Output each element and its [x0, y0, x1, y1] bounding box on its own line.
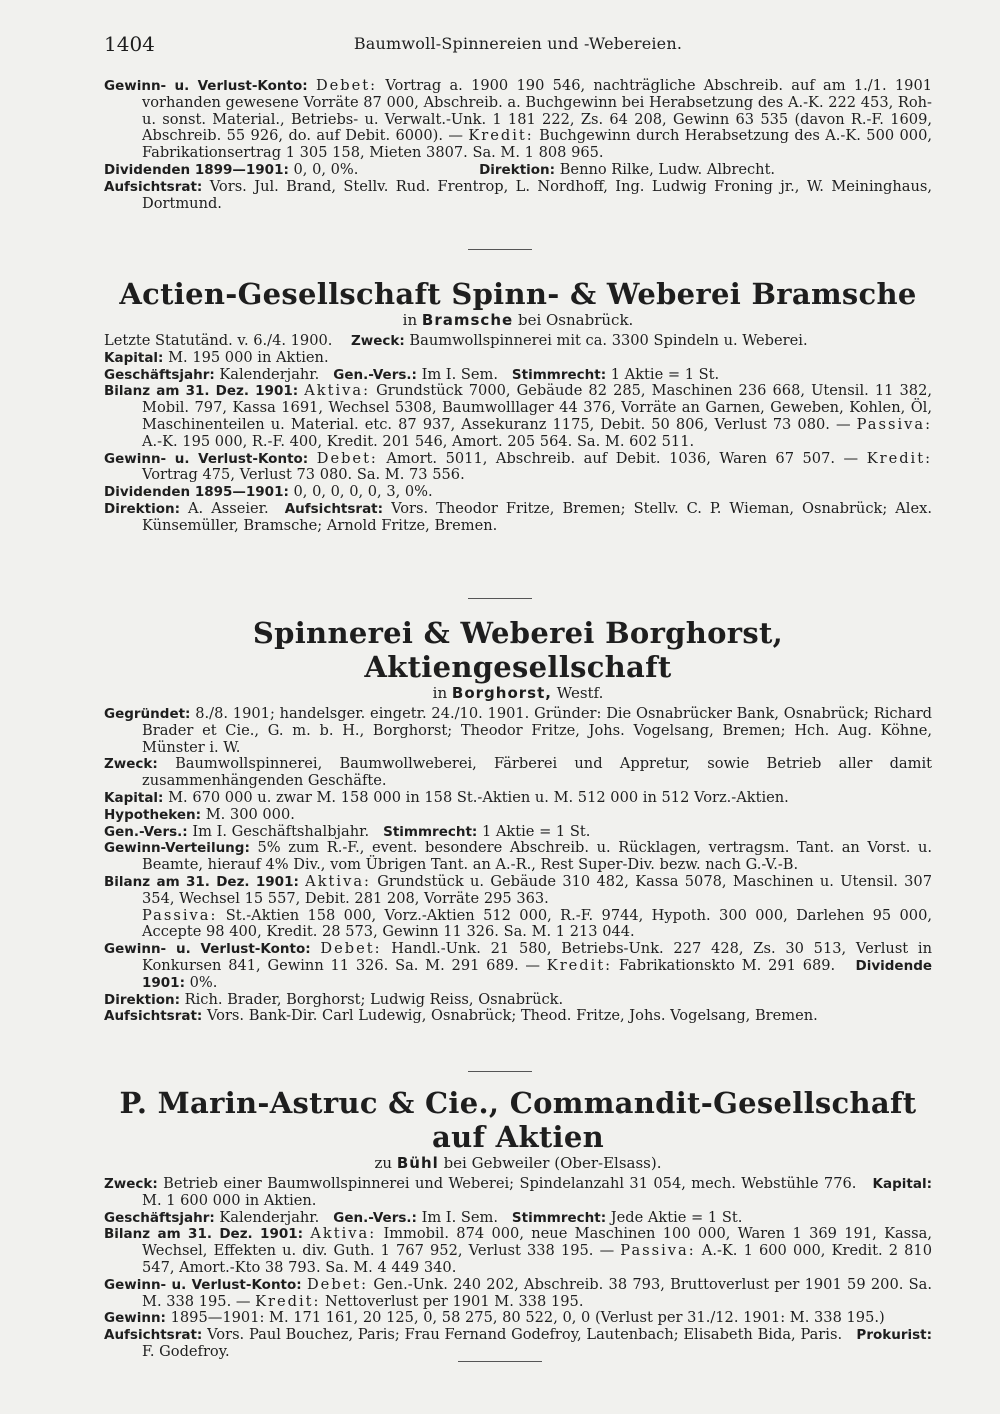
label-aktiva: Aktiva:: [310, 1225, 377, 1243]
label: Bilanz am 31. Dez. 1901:: [104, 1226, 304, 1243]
text: Buchgewinn durch Herabsetzung des A.-K. 500 000, Fabrikationsertrag 1 305 158, Mieten 3807. Sa. M. 1 808 965.: [142, 127, 933, 162]
label: Hypotheken:: [104, 806, 202, 823]
label: Gegründet:: [104, 706, 191, 722]
label-passiva: Passiva:: [620, 1242, 696, 1260]
label: Gewinn- u. Verlust-Konto:: [104, 941, 311, 958]
company-location: [104, 1154, 932, 1172]
place-name: Bühl: [396, 1154, 439, 1172]
company-title: Spinnerei & Weberei Borghorst, Aktiengesellschaft: [252, 616, 784, 684]
label-debet: Debet:: [315, 77, 378, 94]
guv-paragraph: [104, 941, 932, 991]
gewinnverteilung-paragraph: [104, 840, 932, 874]
label: Geschäftsjahr:: [104, 366, 215, 383]
text: Nettoverlust per 1901 M. 338 195.: [325, 1292, 584, 1310]
text: Immobil. 874 000, neue Maschinen 100 000, Waren 1 369 191, Kassa, Wechsel, Effekten u. div. Guth. 1 767 952, Verlust 338 195. —: [142, 1225, 932, 1260]
text: Jede Aktie = 1 St.: [610, 1208, 743, 1226]
text: 0%.: [189, 973, 218, 991]
text: A.-K. 1 600 000, Kredit. 2 810 547, Amort.-Kto 38 793. Sa. M. 4 449 340.: [142, 1242, 932, 1276]
label-passiva: Passiva:: [856, 415, 933, 433]
entry-marin-astruc: [104, 1086, 932, 1361]
page-number: 1404: [104, 32, 155, 56]
text: Vors. Theodor Fritze, Bremen; Stellv. C. P. Wieman, Osnabrück; Alex. Künsemüller, Bramsche; Arnold Fritze, Bremen.: [142, 499, 932, 534]
label: Gen.-Vers.:: [333, 366, 417, 383]
label: Gewinn- u. Verlust-Konto:: [104, 78, 308, 94]
text: 0, 0, 0%.: [293, 160, 359, 178]
text: Betrieb einer Baumwollspinnerei und Weberei; Spindelanzahl 31 054, mech. Webstühle 776.: [163, 1175, 857, 1192]
zweck-paragraph: [104, 756, 932, 790]
dividend-direktion-paragraph: [104, 162, 932, 179]
aufsichtsrat-paragraph: [104, 1327, 932, 1361]
text: bei Gebweiler (Ober-Elsass).: [443, 1154, 662, 1172]
label: Zweck:: [104, 756, 158, 773]
text: in: [402, 311, 418, 329]
label: Kapital:: [104, 789, 164, 806]
text: Baumwollspinnerei mit ca. 3300 Spindeln u. Weberei.: [409, 332, 808, 349]
genvers-paragraph: [104, 824, 932, 841]
label: Kapital:: [872, 1176, 932, 1192]
text: A.-K. 195 000, R.-F. 400, Kredit. 201 546, Amort. 205 564. Sa. M. 602 511.: [142, 432, 695, 450]
text: 8./8. 1901; handelsger. eingetr. 24./10. 1901. Gründer: Die Osnabrücker Bank, Osnabrück; Richard Brader et Cie., G. m. b. H., Borghorst; Theodor Fritze, Johs. Vogelsang, Bremen; Hch. Aug. Köhne, Münster i. W.: [142, 705, 933, 756]
geschaeftsjahr-paragraph: [104, 1210, 932, 1227]
label: Direktion:: [479, 161, 556, 178]
text: 5% zum R.-F., event. besondere Abschreib. u. Rücklagen, vertragsm. Tant. an Vorst. u. Beamte, hierauf 4% Div., vom Übrigen Tant. an A.-R., Rest Super-Div. bezw. nach G.-V.-B.: [142, 839, 932, 874]
label: Direktion:: [104, 500, 180, 517]
text: Grundstück u. Gebäude 310 482, Kassa 5078, Maschinen u. Utensil. 307 354, Wechsel 15 557, Debit. 281 208, Vorräte 295 363.: [142, 872, 933, 907]
text: 1 Aktie = 1 St.: [481, 822, 591, 840]
text: Vors. Jul. Brand, Stellv. Rud. Frentrop, L. Nordhoff, Ing. Ludwig Froning jr., W. Meininghaus, Dortmund.: [142, 177, 932, 212]
label-passiva: Passiva:: [142, 906, 218, 924]
text: Vors. Paul Bouchez, Paris; Frau Fernand Godefroy, Lautenbach; Elisabeth Bida, Paris.: [207, 1326, 843, 1344]
separator-rule: [468, 249, 532, 250]
separator-rule: [458, 1361, 542, 1362]
text: Baumwollspinnerei, Baumwollweberei, Färberei und Appretur, sowie Betrieb aller damit zusammenhängenden Geschäfte.: [142, 755, 933, 790]
text: Amort. 5011, Abschreib. auf Debit. 1036, Waren 67 507. —: [386, 449, 859, 467]
kapital-paragraph: [104, 350, 932, 367]
text: M. 300 000.: [205, 805, 295, 823]
hypotheken-paragraph: [104, 807, 932, 824]
gegruendet-paragraph: [104, 706, 932, 756]
separator-rule: [468, 1071, 532, 1072]
label: Geschäftsjahr:: [104, 1209, 215, 1226]
label: Zweck:: [350, 333, 405, 349]
label: Stimmrecht:: [511, 1209, 607, 1226]
text: M. 670 000 u. zwar M. 158 000 in 158 St.-Aktien u. M. 512 000 in 512 Vorz.-Aktien.: [168, 788, 789, 806]
text: Benno Rilke, Ludw. Albrecht.: [559, 160, 776, 178]
label-kredit: Kredit:: [546, 956, 613, 974]
guv-paragraph: [104, 451, 932, 485]
label: Gewinn- u. Verlust-Konto:: [104, 1276, 302, 1293]
zweck-kapital-paragraph: [104, 1176, 932, 1210]
label: Gewinn:: [104, 1310, 166, 1327]
text: 1895—1901: M. 171 161, 20 125, 0, 58 275, 80 522, 0, 0 (Verlust per 31./12. 1901: M. 338 195.): [170, 1309, 885, 1327]
guv-paragraph: [104, 1277, 932, 1311]
label-debet: Debet:: [320, 940, 382, 958]
text: Kalenderjahr.: [219, 365, 320, 383]
geschaeftsjahr-paragraph: [104, 367, 932, 384]
text: in: [432, 684, 448, 702]
label: Prokurist:: [856, 1327, 933, 1344]
statut-zweck-paragraph: [104, 333, 932, 350]
place-name: Borghorst,: [451, 684, 552, 702]
direktion-paragraph: [104, 992, 932, 1009]
text: M. 195 000 in Aktien.: [168, 348, 329, 366]
label: Bilanz am 31. Dez. 1901:: [104, 383, 299, 400]
text: St.-Aktien 158 000, Vorz.-Aktien 512 000, R.-F. 9744, Hypoth. 300 000, Darlehen 95 000, Accepte 98 400, Kredit. 28 573, Gewinn 11 326. Sa. M. 1 213 044.: [142, 906, 932, 941]
label: Bilanz am 31. Dez. 1901:: [104, 873, 299, 890]
text: Letzte Statutänd. v. 6./4. 1900.: [104, 332, 333, 349]
page-header: [104, 32, 932, 60]
place-name: Bramsche: [421, 311, 514, 329]
text: zu: [374, 1154, 393, 1172]
label: Dividende 1901:: [142, 957, 933, 991]
text: Fabrikationskto M. 291 689.: [618, 956, 836, 974]
label: Stimmrecht:: [383, 823, 478, 840]
text: Kalenderjahr.: [219, 1208, 320, 1226]
label: Gewinn-Verteilung:: [104, 840, 250, 857]
text: Vortrag a. 1900 190 546, nachträgliche Abschreib. auf am 1./1. 1901 vorhanden gewesene Vorräte 87 000, Abschreib. a. Buchgewinn bei Herabsetzung des A.-K. 222 453, Roh- u. sonst. Material., Betriebs- u. Verwalt.-Unk. 1 181 222, Zs. 64 208, Gewinn 63 535 (davon R.-F. 1609, Abschreib. 55 926, do. auf Debit. 6000). —: [142, 77, 933, 145]
label: Kapital:: [104, 349, 164, 366]
company-title: Actien-Gesellschaft Spinn- & Weberei Bramsche: [119, 277, 917, 311]
text: Westf.: [556, 684, 604, 702]
label: Aufsichtsrat:: [104, 1327, 203, 1344]
text: bei Osnabrück.: [517, 311, 634, 329]
kapital-paragraph: [104, 790, 932, 807]
bilanz-paragraph: [104, 1226, 932, 1276]
label: Zweck:: [104, 1176, 158, 1192]
separator-rule: [468, 598, 532, 599]
text: 1 Aktie = 1 St.: [610, 365, 720, 383]
label: Dividenden 1899—1901:: [104, 161, 289, 178]
text: Grundstück 7000, Gebäude 82 285, Maschinen 236 668, Utensil. 11 382, Mobil. 797, Kassa 1691, Wechsel 5308, Baumwolllager 44 376, Vorräte an Garnen, Geweben, Kohlen, Öl, Maschinenteilen u. Material. etc. 87 937, Assekuranz 1175, Debit. 50 806, Verlust 73 080. —: [142, 382, 932, 433]
bilanz-paragraph: [104, 383, 932, 450]
label: Aufsichtsrat:: [104, 1008, 203, 1025]
aufsichtsrat-paragraph: [104, 1008, 932, 1025]
label-aktiva: Aktiva:: [305, 872, 371, 890]
text: Handl.-Unk. 21 580, Betriebs-Unk. 227 428, Zs. 30 513, Verlust in Konkursen 841, Gewinn 11 326. Sa. M. 291 689. —: [142, 940, 932, 974]
label-kredit: Kredit:: [255, 1292, 321, 1310]
label-kredit: Kredit:: [468, 127, 534, 145]
company-location: [104, 684, 932, 702]
label: Gen.-Vers.:: [104, 823, 188, 840]
label: Aufsichtsrat:: [284, 500, 384, 517]
text: M. 1 600 000 in Aktien.: [142, 1191, 317, 1209]
guv-paragraph: [104, 78, 932, 162]
label: Aufsichtsrat:: [104, 178, 203, 195]
text: Im I. Sem.: [421, 365, 498, 383]
text: Im I. Sem.: [421, 1208, 498, 1226]
aufsichtsrat-paragraph: [104, 179, 932, 213]
label-debet: Debet:: [306, 1275, 369, 1293]
text: A. Asseier.: [188, 499, 269, 517]
label: Gewinn- u. Verlust-Konto:: [104, 450, 309, 467]
text: Rich. Brader, Borghorst; Ludwig Reiss, Osnabrück.: [184, 990, 564, 1008]
entry-bramsche: [104, 277, 932, 535]
text: Vortrag 475, Verlust 73 080. Sa. M. 73 556.: [142, 466, 465, 484]
entry-borghorst: [104, 616, 932, 1025]
running-head: Baumwoll-Spinnereien und -Webereien.: [353, 34, 683, 53]
label: Gen.-Vers.:: [333, 1209, 417, 1226]
bilanz-paragraph: [104, 874, 932, 908]
company-location: [104, 311, 932, 329]
text: Im I. Geschäftshalbjahr.: [192, 822, 370, 840]
label-aktiva: Aktiva:: [304, 382, 371, 400]
company-title: P. Marin-Astruc & Cie., Commandit-Gesellschaft auf Aktien: [119, 1086, 917, 1154]
label: Stimmrecht:: [511, 366, 607, 383]
entry-previous: [104, 78, 932, 212]
text: F. Godefroy.: [142, 1342, 230, 1360]
dividend-paragraph: [104, 484, 932, 501]
text: Gen.-Unk. 240 202, Abschreib. 38 793, Bruttoverlust per 1901 59 200. Sa. M. 338 195. —: [142, 1275, 933, 1310]
direktion-paragraph: [104, 501, 932, 535]
label-debet: Debet:: [316, 449, 378, 467]
label: Dividenden 1895—1901:: [104, 484, 289, 501]
passiva-paragraph: [104, 908, 932, 942]
text: Vors. Bank-Dir. Carl Ludewig, Osnabrück; Theod. Fritze, Johs. Vogelsang, Bremen.: [206, 1007, 818, 1025]
label-kredit: Kredit:: [866, 449, 933, 467]
gewinn-paragraph: [104, 1310, 932, 1327]
text: 0, 0, 0, 0, 0, 3, 0%.: [293, 483, 433, 501]
label: Direktion:: [104, 991, 180, 1008]
